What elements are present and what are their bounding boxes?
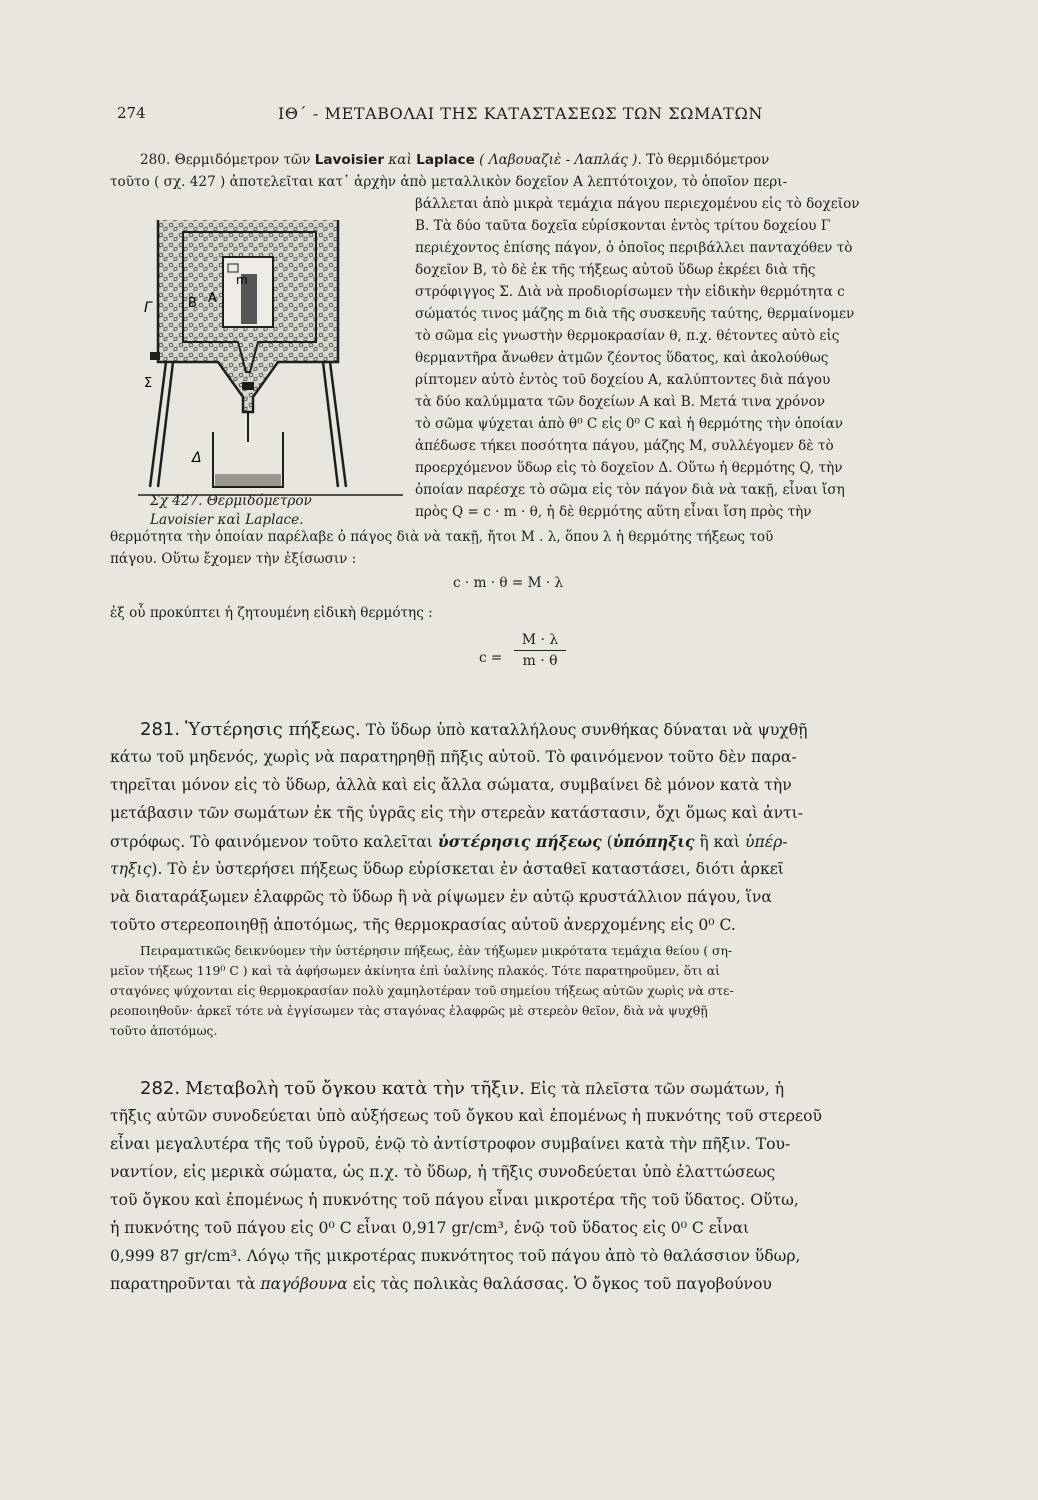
equation-2-denominator: m · θ: [522, 653, 558, 669]
label-gamma: Γ: [144, 300, 152, 316]
s280-line: ὁποίαν παρέσχε τὸ σῶμα εἰς τὸν πάγον διὰ νὰ τακῇ, εἶναι ἴση: [415, 482, 845, 498]
s280-line: στρόφιγγος Σ. Διὰ νὰ προδιορίσωμεν τὴν εἰδικὴν θερμότητα c: [415, 284, 845, 300]
s281-line: τοῦτο στερεοποιηθῇ ἀποτόμως, τῆς θερμοκρασίας αὐτοῦ ἀνερχομένης εἰς 0⁰ C.: [110, 916, 736, 934]
s281-line: [110, 856, 784, 884]
equation-1: c · m · θ = M · λ: [453, 575, 564, 591]
s282-line: 0,999 87 gr/cm³. Λόγῳ τῆς μικροτέρας πυκνότητος τοῦ πάγου ἀπὸ τὸ θαλάσσιον ὕδωρ,: [110, 1247, 801, 1265]
s281-text: Τὸ ὕδωρ ὑπὸ καταλλήλους συνθήκας δύναται νὰ ψυχθῇ: [365, 721, 808, 739]
equation-2-fraction: [514, 632, 566, 669]
s281-line-terms: [110, 828, 788, 857]
running-title: ΙΘ΄ - ΜΕΤΑΒΟΛΑΙ ΤΗΣ ΚΑΤΑΣΤΑΣΕΩΣ ΤΩΝ ΣΩΜΑΤΩΝ: [278, 104, 763, 123]
s280-text: Τὸ θερμιδόμετρον: [646, 152, 770, 168]
s280-line: ρίπτομεν αὐτὸ ἐντὸς τοῦ δοχείου Α, καλύπτοντες διὰ πάγου: [415, 372, 831, 388]
s280-line: προερχόμενον ὕδωρ εἰς τὸ δοχεῖον Δ. Οὕτω ἡ θερμότης Q, τὴν: [415, 460, 843, 476]
s280-line: θερμαντῆρα ἄνωθεν ἀτμῶν ζέοντος ὕδατος, καὶ ἀκολούθως: [415, 350, 829, 366]
paren: (: [606, 833, 613, 851]
s281-heading-line: [140, 716, 808, 745]
s280-line: ἐξ οὗ προκύπτει ἡ ζητουμένη εἰδικὴ θερμότης :: [110, 605, 433, 621]
s280-line: τὸ σῶμα εἰς γνωστὴν θερμοκρασίαν θ, π.χ. θέτοντες αὐτὸ εἰς: [415, 328, 840, 344]
s280-title-lavoisier: Lavoisier: [314, 152, 385, 168]
s282-line: εἶναι μεγαλυτέρα τῆς τοῦ ὑγροῦ, ἐνῷ τὸ ἀντίστροφον συμβαίνει κατὰ τὴν πῆξιν. Του-: [110, 1135, 791, 1153]
s282-heading-line: [140, 1075, 784, 1104]
s280-title: Θερμιδόμετρον τῶν: [174, 152, 311, 168]
s280-title-paren: ( Λαβουαζιὲ - Λαπλάς ).: [479, 152, 642, 168]
s282-line: ναντίον, εἰς μερικὰ σώματα, ὡς π.χ. τὸ ὕδωρ, ἡ τῆξις συνοδεύεται ὑπὸ ἐλαττώσεως: [110, 1163, 776, 1181]
s282-line-terms: [110, 1271, 772, 1299]
term-overmelting-end: τηξις: [110, 860, 152, 878]
s280-line: θερμότητα τὴν ὁποίαν παρέλαβε ὁ πάγος διὰ νὰ τακῇ, ἤτοι Μ . λ, ὅπου λ ἡ θερμότης τήξεως τοῦ: [110, 529, 774, 545]
s280-line: βάλλεται ἀπὸ μικρὰ τεμάχια πάγου περιεχομένου εἰς τὸ δοχεῖον: [415, 196, 860, 212]
s280-line: τὰ δύο καλύμματα τῶν δοχείων Α καὶ Β. Μετά τινα χρόνον: [415, 394, 826, 410]
page-number: 274: [117, 104, 146, 122]
label-delta: Δ: [192, 450, 202, 466]
s282-text: Εἰς τὰ πλεῖστα τῶν σωμάτων, ἡ: [529, 1080, 785, 1098]
s280-line: ἀπέδωσε τήκει ποσότητα πάγου, μάζης Μ, συλλέγομεν δὲ τὸ: [415, 438, 834, 454]
label-a: A: [208, 291, 217, 306]
s281-line: τηρεῖται μόνον εἰς τὸ ὕδωρ, ἀλλὰ καὶ εἰς ἄλλα σώματα, συμβαίνει δὲ μόνον κατὰ τὴν: [110, 776, 792, 794]
s282-line: τῆξις αὐτῶν συνοδεύεται ὑπὸ αὐξήσεως τοῦ ὄγκου καὶ ἐπομένως ἡ πυκνότης τοῦ στερεοῦ: [110, 1107, 822, 1125]
s281-text: ). Τὸ ἐν ὑστερήσει πήξεως ὕδωρ εὑρίσκεται ἐν ἀσταθεῖ καταστάσει, διότι ἀρκεῖ: [151, 860, 784, 878]
s282-line: τοῦ ὄγκου καὶ ἐπομένως ἡ πυκνότης τοῦ πάγου εἶναι μικροτέρα τῆς τοῦ ὕδατος. Οὕτω,: [110, 1191, 799, 1209]
s281-small-line: ρεοποιηθοῦν· ἀρκεῖ τότε νὰ ἐγγίσωμεν τὰς σταγόνας ἐλαφρῶς μὲ στερεὸν θεῖον, διὰ νὰ ψυχθῇ: [110, 1003, 708, 1018]
s281-text: ἢ καὶ: [699, 833, 741, 851]
term-hysteresis: ὑστέρησις πήξεως: [437, 832, 602, 851]
label-m: m: [236, 273, 248, 287]
s282-line: ἡ πυκνότης τοῦ πάγου εἰς 0⁰ C εἶναι 0,917 gr/cm³, ἐνῷ τοῦ ὕδατος εἰς 0⁰ C εἶναι: [110, 1219, 750, 1237]
s280-line: πρὸς Q = c · m · θ, ἡ δὲ θερμότης αὕτη εἶναι ἴση πρὸς τὴν: [415, 504, 812, 520]
s281-small-line: σταγόνες ψύχονται εἰς θερμοκρασίαν πολὺ χαμηλοτέραν τοῦ σημείου τήξεως αὐτῶν χωρὶς νὰ στε-: [110, 983, 734, 998]
s282-text: παρατηροῦνται τὰ: [110, 1275, 256, 1293]
s280-heading-line: [140, 150, 769, 171]
label-b: B: [188, 296, 197, 311]
s281-small-line: μεῖον τήξεως 119⁰ C ) καὶ τὰ ἀφήσωμεν ἀκίνητα ἐπὶ ὑαλίνης πλακός. Τότε παρατηροῦμεν, ὅτι αἱ: [110, 963, 720, 978]
s280-line: σώματός τινος μάζης m διὰ τῆς συσκευῆς ταύτης, θερμαίνομεν: [415, 306, 855, 322]
s281-line: κάτω τοῦ μηδενός, χωρὶς νὰ παρατηρηθῇ πῆξις αὐτοῦ. Τὸ φαινόμενον τοῦτο δὲν παρα-: [110, 748, 797, 766]
s280-line: περιέχοντος ἐπίσης πάγον, ὁ ὁποῖος περιβάλλει πανταχόθεν τὸ: [415, 240, 853, 256]
s282-number: 282.: [140, 1078, 181, 1099]
s281-title: Ὑστέρησις πήξεως.: [185, 719, 361, 740]
s280-title-laplace: Laplace: [416, 152, 475, 168]
s280-line: τὸ σῶμα ψύχεται ἀπὸ θ⁰ C εἰς 0⁰ C καὶ ἡ θερμότης τὴν ὁποίαν: [415, 416, 843, 432]
s280-line: πάγου. Οὕτω ἔχομεν τὴν ἐξίσωσιν :: [110, 551, 357, 567]
equation-2-lhs: c =: [479, 650, 503, 666]
term-supercooling: ὑπόπηξις: [612, 832, 695, 851]
equation-2-numerator: M · λ: [521, 632, 559, 648]
s281-line: νὰ διαταράξωμεν ἐλαφρῶς τὸ ὕδωρ ἢ νὰ ρίψωμεν ἐν αὐτῷ κρυστάλλιον πάγου, ἵνα: [110, 888, 772, 906]
term-overmelting: ὑπέρ-: [745, 833, 788, 851]
s280-line: Β. Τὰ δύο ταῦτα δοχεῖα εὑρίσκονται ἐντὸς τρίτου δοχείου Γ: [415, 218, 831, 234]
term-icebergs: παγόβουνα: [260, 1275, 348, 1293]
s280-line: τοῦτο ( σχ. 427 ) ἀποτελεῖται κατ᾽ ἀρχὴν ἀπὸ μεταλλικὸν δοχεῖον Α λεπτότοιχον, τὸ ὁποῖον περι-: [110, 174, 788, 190]
s280-title-mid: καὶ: [388, 152, 412, 168]
s282-text: εἰς τὰς πολικὰς θαλάσσας. Ὁ ὄγκος τοῦ παγοβούνου: [352, 1275, 772, 1293]
s281-number: 281.: [140, 719, 181, 740]
s281-small-line: Πειραματικῶς δεικνύομεν τὴν ὑστέρησιν πήξεως, ἐὰν τήξωμεν μικρότατα τεμάχια θείου ( ση-: [140, 943, 733, 958]
figure-caption-line1: Σχ 427. Θερμιδόμετρον: [150, 493, 312, 509]
s281-line: μετάβασιν τῶν σωμάτων ἐκ τῆς ὑγρᾶς εἰς τὴν στερεὰν κατάστασιν, ὄχι ὅμως καὶ ἀντι-: [110, 804, 804, 822]
calorimeter-figure: [128, 212, 408, 502]
s281-text: στρόφως. Τὸ φαινόμενον τοῦτο καλεῖται: [110, 833, 433, 851]
figure-caption-line2: Lavoisier καὶ Laplace.: [150, 512, 304, 528]
s280-number: 280.: [140, 152, 171, 168]
fraction-bar: [514, 650, 566, 651]
s281-small-line: τοῦτο ἀποτόμως.: [110, 1023, 218, 1038]
s280-line: δοχεῖον Β, τὸ δὲ ἐκ τῆς τήξεως αὐτοῦ ὕδωρ ἐκρέει διὰ τῆς: [415, 262, 816, 278]
s282-title: Μεταβολὴ τοῦ ὄγκου κατὰ τὴν τῆξιν.: [185, 1078, 525, 1099]
label-sigma: Σ: [144, 376, 153, 391]
